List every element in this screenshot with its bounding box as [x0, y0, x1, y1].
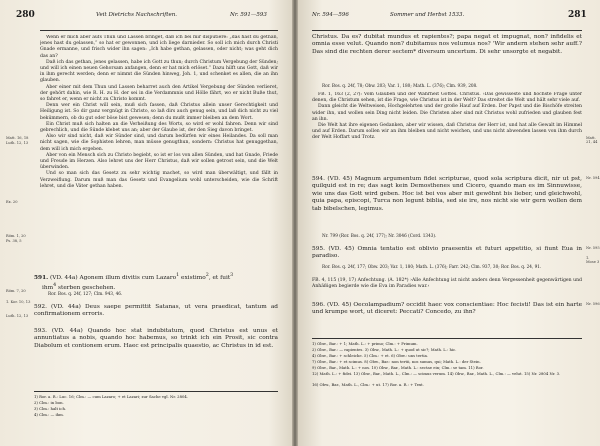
right-running-head: Sommer und Herbst 1533. [390, 12, 465, 18]
footnote: 3) Clm.: halt ich. [34, 406, 67, 411]
left-page-number: 280 [16, 10, 35, 20]
right-german-text [312, 92, 582, 170]
entry-593: 593. (VD. 44a) Quando hoc stat indubitatum, quod Christus est unus et annuntiatus a nobis, quando hoc habemus, so trinkt ich ein Prosit, sic contra Diabolum et contionem erum. Haec est principalis quaestio, ac Christus in id est. [34, 328, 278, 349]
right-paragraph: FB. 1, 163 (2, 2?): Vom Glauben und der Wahrheit Gottes. Christus. ›Das gewisseste und höchste Frage unter denen, die Christum sehen, ist die Frage, wie Christus ist in der Welt? Das streitet die Welt und hält sehr viele auf. [312, 92, 582, 104]
footnote: 7) Obw., Bar.: + et scimus. 8) Obw., Bar.: non tertii, nos sumus, qui; Math. L.: der Stein. [312, 359, 481, 364]
entry-591-source: (VD. 44a) [49, 274, 78, 281]
footnote-rule [312, 338, 582, 339]
margin-note: Ps. 38, 5 [6, 239, 22, 243]
margin-note: 1. Mose 3 [586, 256, 600, 265]
margin-note: Röm. 7, 20 [6, 289, 26, 293]
left-paragraph: Und so man sich das Gesetz zu sehr wichtig machet, so wird man überwältigt, und fällt in Verzweiflung. Darum muß man das Gesetz und Evangelium wohl unterscheiden, wie die Schrift lehret, und die Väter gethan haben. [40, 171, 278, 189]
margin-note: Nr. 594 [586, 176, 600, 180]
left-paragraph: Denn wer ein Christ will sein, muß sich fassen, daß Christus allein unser Gerechtigkeit und Heiligung ist. So dir ganz vergnügt in Christo, so laß dirs auch genug sein, und laß dich nicht zu viel bekümmern, ob du gut oder böse bist gewesen; denn du mußt immer bleiben an dem Wort. [40, 103, 278, 121]
left-paragraph: Wenn er mich aber aufs Thun und Lassen bringet, daß ich bei mir disputiere: „das hast du gethan, jenes hast du gelassen,“ so hat er gewonnen, und ich liege darnieder. So soll ich mich durch Christi Gnade ermanne, und frisch wider ihn sagen: „Ich habe gethan, gelassen, oder nicht; was geht dich das an? [40, 35, 278, 59]
margin-note: Röm. 1, 20 [6, 234, 26, 238]
entry-596: 596. (VD. 45) Oecolampadium? occidit haec vox conscientiae: Hoc fecisti! Das ist ein harte und krumpe wort, ut diceret: Peccati? Concedo, zu ihn? [312, 302, 582, 316]
entry-594: 594. (VD. 45) Magnum argumentum fidei scripturae, quod sola scriptura dicit, nir ut pst, quilquid est in re; das sagt kein Demosthenes und Cicero, quando man es im Sinnuwisse, wie uns das Gott wird geben. Hoc ist bei vos aber mit gewöhnt bis lieber, und gleichwohl, quia papa, episcopi, Turca non legunt biblia, sed sie ire, nos nicht sie wir gern wollen dem tab bibelschen, legimus. [312, 176, 582, 212]
entry-595: 595. (VD. 45) Omnia tentatio est oblivio praesentis et futuri appetitio, si fiunt Eua in paradiso. [312, 246, 582, 260]
margin-note: Matt. 21, 44 [586, 136, 598, 145]
margin-note: 1. Kor. 10, 13 [6, 300, 31, 304]
margin-note: Matt. 16, 18 [6, 136, 29, 140]
left-page [0, 0, 292, 446]
footnote-rule [34, 391, 278, 392]
entry-591: 591. (VD. 44a) Agonem illum divitis cum Lazaro$^1$ existimo$^2$, et fuit$^3$ ihm$^4$ sterben geschehen. [34, 273, 234, 292]
right-head-ref: Nr. 594—596 [312, 12, 349, 18]
left-paragraph: Aber von ein Mensch sich zu Christo begiebt, so ist er los von allen Sünden, und hat Gnade, Friede und Freude im Herzen. Also lehret uns der Herr Christus, daß wir sollen getrost sein, und die Welt überwinden. [40, 152, 278, 171]
margin-note: Ex. 20 [6, 200, 18, 204]
footnote: 4) Obw., Bar.: + schleiche. 5) Clm.: + et. 6) Obw.: uns tertia. [312, 353, 429, 358]
right-paragraph: Dann gleicht die Weltweisen, Hochgelehrten und der große Hauf auf Erden. Der Papst und die Bischöfe streiten wider ihn, und wollen sein Ding nicht leiden. Die Christen aber sind mit Christus wohl zufrieden und glauben fest an ihn. [312, 104, 582, 122]
margin-note: Luth. 12, 13 [6, 314, 29, 318]
entry-591-reference: Ror. Bos. q. 24f, 127; Clm. 943, 46. [48, 291, 123, 296]
left-head-rule [40, 30, 278, 31]
left-paragraph: Daß ich das gethan, jenes gelassen, habe ich Gott zu thun; durch Christum Vergebung der Sünden; und will ich einen neuen Gehorsam anfangen, denn er hat mich erlöset.“ Dazu hilft uns Gott, daß wir in ihm gerecht werden; denn er nimmt die Sünden hinweg, Joh. 1, und schenket es allen, die an ihn glauben. [40, 59, 278, 84]
right-head-rule [312, 30, 582, 31]
footnote: 2) Clm.: in bon. [34, 400, 64, 405]
entry-594-reference: Nr. 799 (Ror. Bos. q. 24f, 177); Nr. 3046 (Cord. 1343). [322, 233, 437, 238]
left-body-text [40, 35, 278, 257]
footnote: 16) Obw., Bar., Math. L., Clm.: + ut. 17) Ror. a. R.: + Text. [312, 382, 424, 387]
left-paragraph: Also wir sind nicht, daß wir Sünder sind, und darum bedürfen wir eines Heilandes. Da soll man nicht sagen, wie die Sophisten lehren, man müsse genugthun, sondern: Christus hat genuggethan, dem will ich mich ergeben. [40, 134, 278, 152]
right-top-latin: Christus. Da es? dubitat mundus et rapientes?; papa negat et impugnat, non? infidelis et omnia esse velut. Quando non? dubitamus nos velumus nos? 'Wir andern stehen sehr auff.? Das sind die rechten derer sectem* diversum uncertum. Di sehr unsorgte et negabit. [312, 34, 582, 55]
right-page [298, 0, 600, 446]
entry-595-german: FB. 4, 115 (19, 17) Anfechtung. (A. 182*) ›Alle Anfechtung ist nicht anders denn Vergessenheit gegenwärtigen und Anhäßigen begierde wie die Eva im Paradies war.‹ [312, 278, 582, 290]
footnote: 12) Math. L.: + fidei. 13) Obw., Bar., Math. L., Clm.: — scimus verum. 14) Obw., Bar., Math. L., Clm.: — velut. 15) Nr. 2804 Nr. 3. [312, 371, 561, 376]
entry-595-reference: Ror. Bos. q. 24f, 177; Obw. 203; Var. 1, 180; Math. L. (376); Farr. 242; Clm. 937, 30; Ror. Bos. q. 24, 91. [322, 264, 542, 269]
footnote: 2) Obw., Bar.: — rapientes. 3) Obw., Math. L.: + quod ut sic?; Math. L.: hic. [312, 347, 457, 352]
margin-note: Nr. 595 [586, 246, 600, 250]
footnote: 1) Ror. a. R.: Luc. 16; Clm.: — cum Lazaro; + et Lazari; zur Sache vgl. Nr. 2804. [34, 394, 189, 399]
footnote: 9) Obw., Bar., Math. L.: + nos. 10) Obw., Bar., Math. L.: sectae ein; Clm.: se tam. 11) Ror. [312, 365, 484, 370]
left-paragraph: Ein Christ muß sich halten an die Verheißung des Worts, so wird er wohl fahren. Denn wir sind gebrechlich, und die Sünde klebet uns an; aber der Glaube ist, der den Sieg davon bringet. [40, 121, 278, 134]
right-page-number: 281 [568, 10, 587, 20]
margin-note: Luth. 12, 13 [6, 141, 29, 145]
right-top-reference: Ror. Bos. q. 24f, 78; Obw. 203; Var. 1, 180; Math. L. (376); Clm. 939, 208. [322, 83, 478, 88]
entry-591-number: 591. [34, 274, 49, 281]
left-head-ref: Nr. 591—593 [230, 12, 267, 18]
left-paragraph: Aber einer mit dem Thun und Lassen beharret auch den Artikel Vergebung der Sünden verlieret, der gehört dahin, wie R. H. zu H. der sei in die Verdammnis und Hölle fährt, wo er nicht Buße thut, so fahret er, wenn er nicht zu Christo kommt. [40, 84, 278, 103]
footnote: 4) Clm.: — ihm. [34, 412, 64, 417]
entry-591-text: Agonem illum divitis cum Lazaro [79, 274, 177, 281]
footnote: 1) Obw., Bar.: + 1; Math. L.: + primo; Clm.: + Primum. [312, 341, 418, 346]
entry-592: 592. (VD. 44a) Deus saepe permittit Satanas, ut vera praedicat, tantum ad confirmationem erroris. [34, 304, 278, 318]
margin-note: Nr. 596 [586, 302, 600, 306]
left-running-head: Veit Dietrichs Nachschriften. [96, 12, 177, 18]
right-paragraph: Die Welt hat ihre eigenen Gedanken, aber wir wissen, daß Christus der Herr ist, und hat alle Gewalt im Himmel und auf Erden. Darum sollen wir an ihm bleiben und nicht weichen, und uns nicht abwenden lassen von ihm durch der Welt Hoffart und Trotz. [312, 123, 582, 141]
